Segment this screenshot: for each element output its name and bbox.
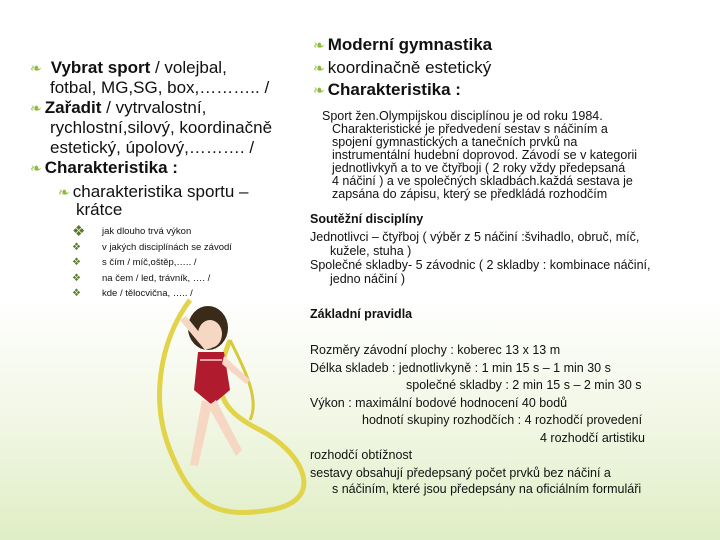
diamond-bullet-icon: ❖ [72,241,81,253]
list-item: ❖ na čem / led, trávník, …. / [72,271,302,287]
bullet-icon: ❧ [58,184,70,200]
diamond-bullet-icon: ❖ [72,223,86,240]
description-block: Sport žen.Olympijskou disciplínou je od roku 1984. Charakteristické je předvedení sestav s náčiním a spojení gymnastických a tanečních prvků na instrumentální hudební doprovod. Závodí se v kategorii jednotlivkyň a to ve čtyřboji ( 2 roky vždy předepsaná 4 náčiní ) a ve společných skladbách.každá sestava je zapsána do zápisu, který se předkládá rozhodčím [322,109,638,201]
zakladni-pravidla-title: Základní pravidla [310,307,413,321]
heading-moderni-gymnastika: ❧ Moderní gymnastika [313,35,493,54]
bullet-icon: ❧ [313,60,325,76]
bullet-zaradit-line2: rychlostní,silový, koordinačně [50,118,273,137]
sub-bullet-line2: krátce [76,200,123,219]
heading-koordinacne: ❧ koordinačně estetický [313,58,492,77]
list-item: ❖ s čím / míč,oštěp,….. / [72,255,302,271]
sub-bullet-charakteristika-sportu: ❧ charakteristika sportu – [58,182,249,201]
bullet-icon: ❧ [313,82,325,98]
zakladni-pravidla-list: Rozměry závodní plochy : koberec 13 x 13 m Délka skladeb : jednotlivkyně : 1 min 15 s – 1 min 30 s společné skladby : 2 min 15 s – 2 min 30 s Výkon : maximální bodové hodnocení 40 bodů hodnotí skupiny rozhodčích : 4 rozhodčí provedení 4 rozhodčí artistiku rozhodčí obtížnost sestavy obsahují předepsaný počet prvků bez náčiní a s náčiním, které jsou předepsány na oficiálním formuláři [310,343,645,496]
heading-charakteristika: ❧ Charakteristika : [313,80,461,99]
ribbon-shape [160,300,304,513]
diamond-bullet-icon: ❖ [72,257,81,268]
list-item: ❖ kde / tělocvična, ….. / [72,286,302,302]
bullet-vybrat-line2: fotbal, MG,SG, box,……….. / [50,78,270,97]
diamond-bullet-icon: ❖ [72,272,81,284]
bullet-icon: ❧ [30,160,42,176]
bullet-charakteristika: ❧ Charakteristika : [30,158,178,177]
soutezni-discipliny-list: Jednotlivci – čtyřboj ( výběr z 5 náčiní :švihadlo, obruč, míč, kužele, stuha ) Společné skladby- 5 závodnic ( 2 skladby : kombinace náčiní, jedno náčiní ) [310,230,651,286]
list-item: ❖ jak dlouho trvá výkon [72,223,192,240]
bullet-zaradit: ❧ Zařadit / vytrvalostní, [30,98,207,117]
bullet-vybrat: ❧ Vybrat sport / volejbal, [30,58,227,77]
list-item: ❖ v jakých disciplínách se závodí [72,240,302,256]
bullet-icon: ❧ [30,100,42,116]
bullet-icon: ❧ [30,60,42,76]
bullet-zaradit-line3: estetický, úpolový,………. / [50,138,255,157]
soutezni-discipliny-title: Soutěžní disciplíny [310,212,424,226]
gymnast-illustration [150,280,310,530]
diamond-bullet-icon: ❖ [72,288,81,299]
bullet-icon: ❧ [313,37,325,53]
